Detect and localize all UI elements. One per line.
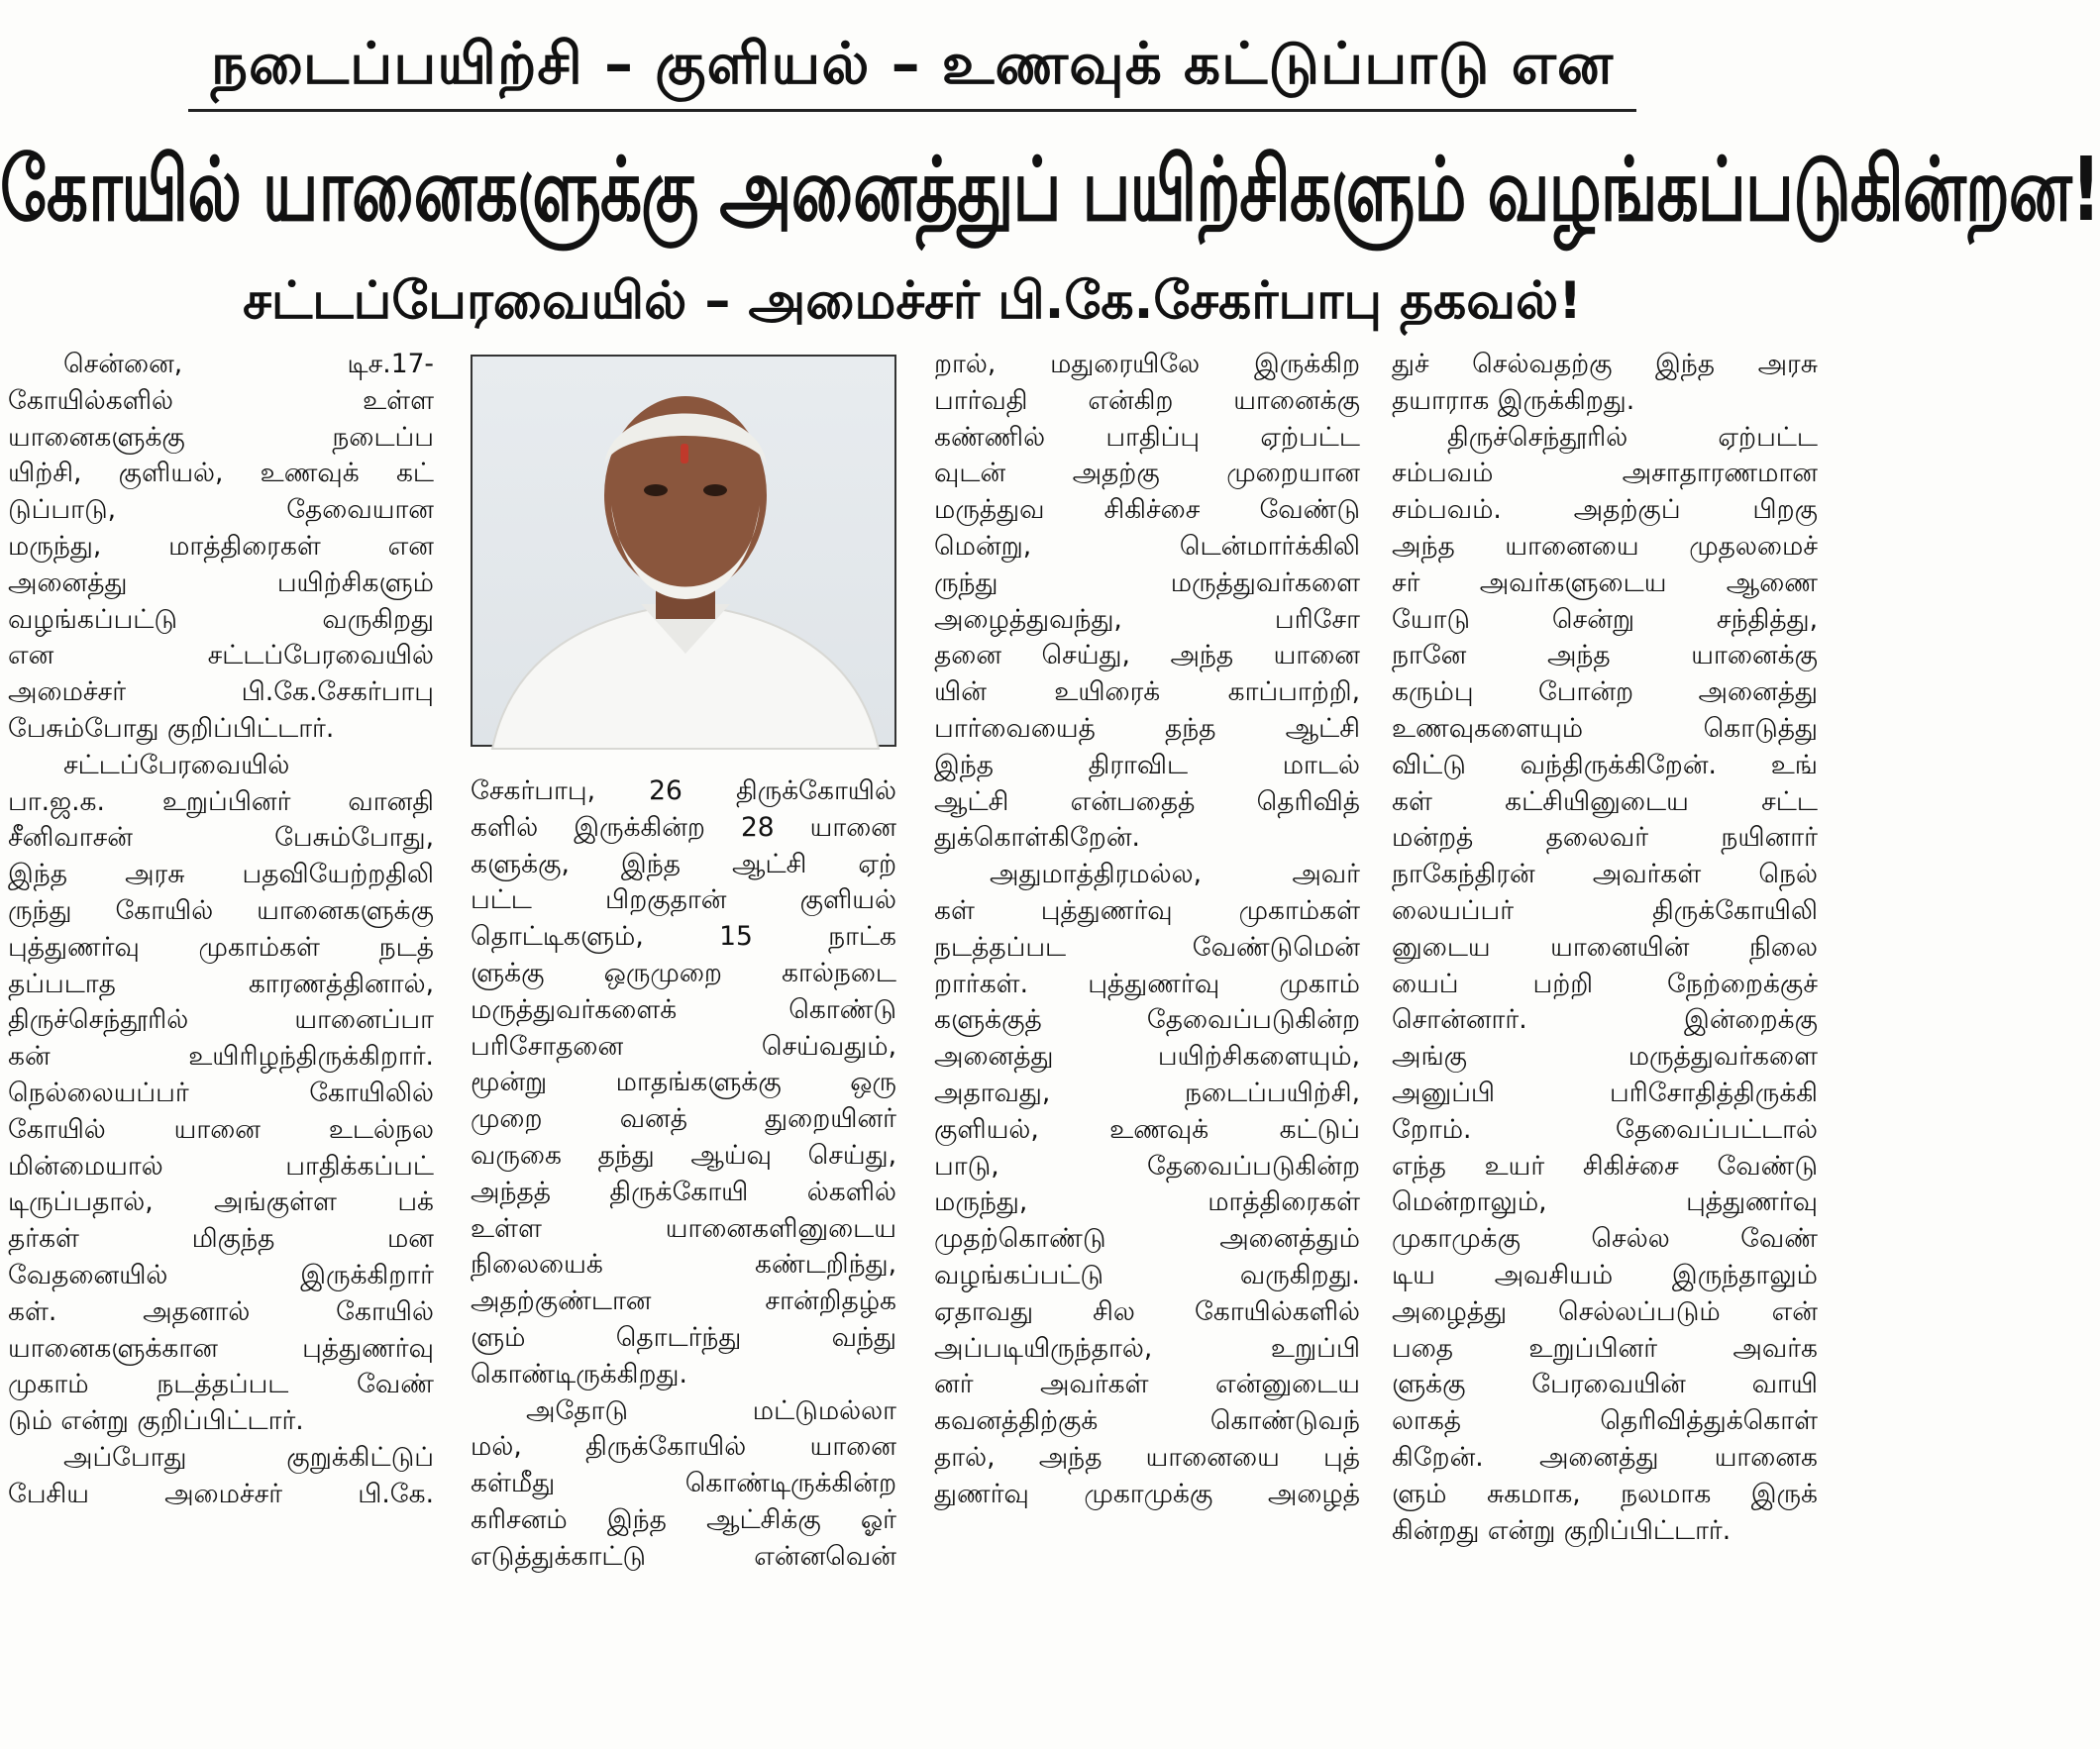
text-line: டுப்பாடு, தேவையான [8, 494, 434, 526]
text-line: களுக்குத் தேவைப்படுகின்ற [934, 1004, 1360, 1036]
text-line: யைப் பற்றி நேற்றைக்குச் [1392, 968, 1818, 999]
text-line: நானே அந்த யானைக்கு [1392, 640, 1818, 671]
text-line: கள்மீது கொண்டிருக்கின்ற [471, 1468, 896, 1499]
text-line: அதுமாத்திரமல்ல, அவர் [990, 859, 1360, 890]
text-line: தொட்டிகளும், 15 நாட்க [471, 921, 896, 953]
text-line: ருந்து கோயில் யானைகளுக்கு [8, 894, 434, 926]
text-line: பேசிய அமைச்சர் பி.கே. [8, 1478, 434, 1509]
text-line: மென்றாலும், புத்துணர்வு [1392, 1186, 1818, 1218]
text-line: கின்றது என்று குறிப்பிட்டார். [1392, 1514, 1732, 1546]
text-line: சொன்னார். இன்றைக்கு [1392, 1004, 1818, 1036]
text-line: அழைத்துவந்து, பரிசோ [934, 603, 1360, 635]
text-line: மூன்று மாதங்களுக்கு ஒரு [471, 1067, 896, 1098]
text-line: வருகை தந்து ஆய்வு செய்து, [471, 1139, 896, 1171]
column-3 [934, 347, 1360, 1513]
text-line: துணர்வு முகாமுக்கு அழைத் [934, 1478, 1360, 1509]
text-line: கவனத்திற்குக் கொண்டுவந் [934, 1405, 1360, 1437]
text-line: பதை உறுப்பினர் அவர்க [1392, 1332, 1818, 1364]
text-line: யானைகளுக்கு நடைப்ப [8, 421, 434, 453]
text-line: அங்கு மருத்துவர்களை [1392, 1041, 1818, 1073]
text-line: அனுப்பி பரிசோதித்திருக்கி [1392, 1077, 1818, 1108]
text-line: கரிசனம் இந்த ஆட்சிக்கு ஓர் [471, 1503, 896, 1535]
text-line: லையப்பர் திருக்கோயிலி [1392, 894, 1818, 926]
text-line: பேசும்போது குறிப்பிட்டார். [8, 712, 335, 744]
text-line: வேதனையில் இருக்கிறார் [8, 1259, 434, 1290]
text-line: பார்வையைத் தந்த ஆட்சி [934, 712, 1360, 744]
column-1 [8, 347, 434, 1513]
text-line: ஆட்சி என்பதைத் தெரிவித் [934, 785, 1360, 817]
text-line: லாகத் தெரிவித்துக்கொள் [1392, 1405, 1818, 1437]
text-line: வழங்கப்பட்டு வருகிறது [8, 603, 434, 635]
text-line: மென்று, டென்மார்க்கிலி [934, 530, 1360, 562]
text-line: டிருப்பதால், அங்குள்ள பக் [8, 1186, 434, 1218]
subheadline: சட்டப்பேரவையில் – அமைச்சர் பி.கே.சேகர்பாபு தகவல்! [243, 271, 1582, 331]
text-line: டிய அவசியம் இருந்தாலும் [1392, 1259, 1818, 1290]
text-line: சென்னை, டிச.17- [63, 349, 434, 379]
text-line: யிற்சி, குளியல், உணவுக் கட் [8, 458, 434, 489]
text-line: முகாம் நடத்தப்பட வேண் [8, 1369, 434, 1400]
text-line: களுக்கு, இந்த ஆட்சி ஏற் [471, 848, 896, 879]
text-line: அனைத்து பயிற்சிகளையும், [934, 1041, 1360, 1073]
text-line: அமைச்சர் பி.கே.சேகர்பாபு [8, 676, 434, 708]
text-line: னுடைய யானையின் நிலை [1392, 931, 1818, 963]
kicker: நடைப்பயிற்சி – குளியல் – உணவுக் கட்டுப்பாடு என [210, 30, 1615, 97]
text-line: பரிசோதனை செய்வதும், [471, 1030, 896, 1062]
text-line: கோயில்களில் உள்ள [8, 384, 434, 416]
text-line: யின் உயிரைக் காப்பாற்றி, [934, 676, 1360, 708]
text-line: துச் செல்வதற்கு இந்த அரசு [1392, 349, 1818, 379]
column-4 [1392, 347, 1818, 1549]
text-line: அதாவது, நடைப்பயிற்சி, [934, 1077, 1360, 1108]
text-line: துக்கொள்கிறேன். [934, 822, 1140, 854]
headline: கோயில் யானைகளுக்கு அனைத்துப் பயிற்சிகளும் வழங்கப்படுகின்றன! [0, 138, 2100, 242]
text-line: சேகர்பாபு, 26 திருக்கோயில் [471, 775, 896, 806]
text-line: மல், திருக்கோயில் யானை [471, 1431, 896, 1463]
text-line: தால், அந்த யானையை புத் [934, 1441, 1360, 1473]
text-line: ஏதாவது சில கோயில்களில் [934, 1295, 1360, 1327]
text-line: அனைத்து பயிற்சிகளும் [8, 566, 434, 598]
text-line: வழங்கப்பட்டு வருகிறது. [934, 1259, 1360, 1290]
text-line: கண்ணில் பாதிப்பு ஏற்பட்ட [934, 421, 1360, 453]
text-line: பட்ட பிறகுதான் குளியல் [471, 884, 896, 916]
text-line: கள் புத்துணர்வு முகாம்கள் [934, 894, 1360, 926]
text-line: டும் என்று குறிப்பிட்டார். [8, 1405, 304, 1437]
text-line: முதற்கொண்டு அனைத்தும் [934, 1223, 1360, 1255]
text-line: அதற்குண்டான சான்றிதழ்க [471, 1286, 896, 1317]
text-line: அதோடு மட்டுமல்லா [526, 1394, 896, 1426]
text-line: அழைத்து செல்லப்படும் என் [1392, 1295, 1818, 1327]
text-line: அந்த யானையை முதலமைச் [1392, 530, 1818, 562]
text-line: களில் இருக்கின்ற 28 யானை [471, 811, 896, 843]
minister-photo [471, 355, 896, 747]
text-line: கிறேன். அனைத்து யானைக [1392, 1441, 1818, 1473]
text-line: பா.ஜ.க. உறுப்பினர் வானதி [8, 785, 434, 817]
text-line: நாகேந்திரன் அவர்கள் நெல் [1392, 859, 1818, 890]
kicker-rule [188, 109, 1636, 112]
text-line: என சட்டப்பேரவையில் [8, 640, 434, 671]
text-line: கள் கட்சியினுடைய சட்ட [1392, 785, 1818, 817]
text-line: விட்டு வந்திருக்கிறேன். உங் [1392, 749, 1818, 780]
text-line: இந்த அரசு பதவியேற்றதிலி [8, 859, 434, 890]
text-line: உணவுகளையும் கொடுத்து [1392, 712, 1818, 744]
text-line: னர் அவர்கள் என்னுடைய [934, 1369, 1360, 1400]
text-line: மருத்துவர்களைக் கொண்டு [471, 993, 896, 1025]
portrait-illustration [472, 357, 898, 749]
text-line: ருந்து மருத்துவர்களை [934, 566, 1360, 598]
text-line: திருச்செந்தூரில் ஏற்பட்ட [1447, 421, 1818, 453]
text-line: அப்படியிருந்தால், உறுப்பி [934, 1332, 1360, 1364]
text-line: தர்கள் மிகுந்த மன [8, 1223, 434, 1255]
text-line: சம்பவம். அதற்குப் பிறகு [1392, 494, 1818, 526]
text-line: ளுக்கு ஒருமுறை கால்நடை [471, 957, 896, 988]
text-line: சம்பவம் அசாதாரணமான [1392, 458, 1818, 489]
text-line: பாடு, தேவைப்படுகின்ற [934, 1150, 1360, 1182]
text-line: மன்றத் தலைவர் நயினார் [1392, 822, 1818, 854]
text-line: அந்தத் திருக்கோயி ல்களில் [471, 1176, 896, 1207]
text-line: முகாமுக்கு செல்ல வேண் [1392, 1223, 1818, 1255]
text-line: நடத்தப்பட வேண்டுமென் [934, 931, 1360, 963]
text-line: முறை வனத் துறையினர் [471, 1103, 896, 1135]
text-line: நிலையைக் கண்டறிந்து, [471, 1249, 896, 1281]
text-line: மின்மையால் பாதிக்கப்பட் [8, 1150, 434, 1182]
text-line: ளுக்கு பேரவையின் வாயி [1392, 1369, 1818, 1400]
text-line: எந்த உயர் சிகிச்சை வேண்டு [1392, 1150, 1818, 1182]
text-line: தப்படாத காரணத்தினால், [8, 968, 434, 999]
text-line: யானைகளுக்கான புத்துணர்வு [8, 1332, 434, 1364]
text-line: இந்த திராவிட மாடல் [934, 749, 1360, 780]
text-line: திருச்செந்தூரில் யானைப்பா [8, 1004, 434, 1036]
text-line: உள்ள யானைகளினுடைய [471, 1212, 896, 1244]
column-2 [471, 773, 896, 1576]
text-line: கள். அதனால் கோயில் [8, 1295, 434, 1327]
text-line: கரும்பு போன்ற அனைத்து [1392, 676, 1818, 708]
text-line: கோயில் யானை உடல்நல [8, 1113, 434, 1145]
text-line: வுடன் அதற்கு முறையான [934, 458, 1360, 489]
text-line: சீனிவாசன் பேசும்போது, [8, 822, 434, 854]
text-line: றால், மதுரையிலே இருக்கிற [934, 349, 1360, 379]
text-line: யோடு சென்று சந்தித்து, [1392, 603, 1818, 635]
text-line: சட்டப்பேரவையில் [63, 749, 290, 780]
text-line: மருந்து, மாத்திரைகள் என [8, 530, 434, 562]
text-line: றோம். தேவைப்பட்டால் [1392, 1113, 1818, 1145]
text-line: பார்வதி என்கிற யானைக்கு [934, 384, 1360, 416]
text-line: மருந்து, மாத்திரைகள் [934, 1186, 1360, 1218]
text-line: சர் அவர்களுடைய ஆணை [1392, 566, 1818, 598]
text-line: தனை செய்து, அந்த யானை [934, 640, 1360, 671]
text-line: கொண்டிருக்கிறது. [471, 1358, 687, 1389]
text-line: றார்கள். புத்துணர்வு முகாம் [934, 968, 1360, 999]
text-line: நெல்லையப்பர் கோயிலில் [8, 1077, 434, 1108]
text-line: எடுத்துக்காட்டு என்னவென் [471, 1540, 896, 1572]
text-line: தயாராக இருக்கிறது. [1392, 384, 1635, 416]
text-line: ளும் சுகமாக, நலமாக இருக் [1392, 1478, 1818, 1509]
text-line: குளியல், உணவுக் கட்டுப் [934, 1113, 1360, 1145]
text-line: மருத்துவ சிகிச்சை வேண்டு [934, 494, 1360, 526]
text-line: ளும் தொடர்ந்து வந்து [471, 1321, 896, 1353]
text-line: அப்போது குறுக்கிட்டுப் [63, 1441, 434, 1473]
text-line: கன் உயிரிழந்திருக்கிறார். [8, 1041, 434, 1073]
text-line: புத்துணர்வு முகாம்கள் நடத் [8, 931, 434, 963]
